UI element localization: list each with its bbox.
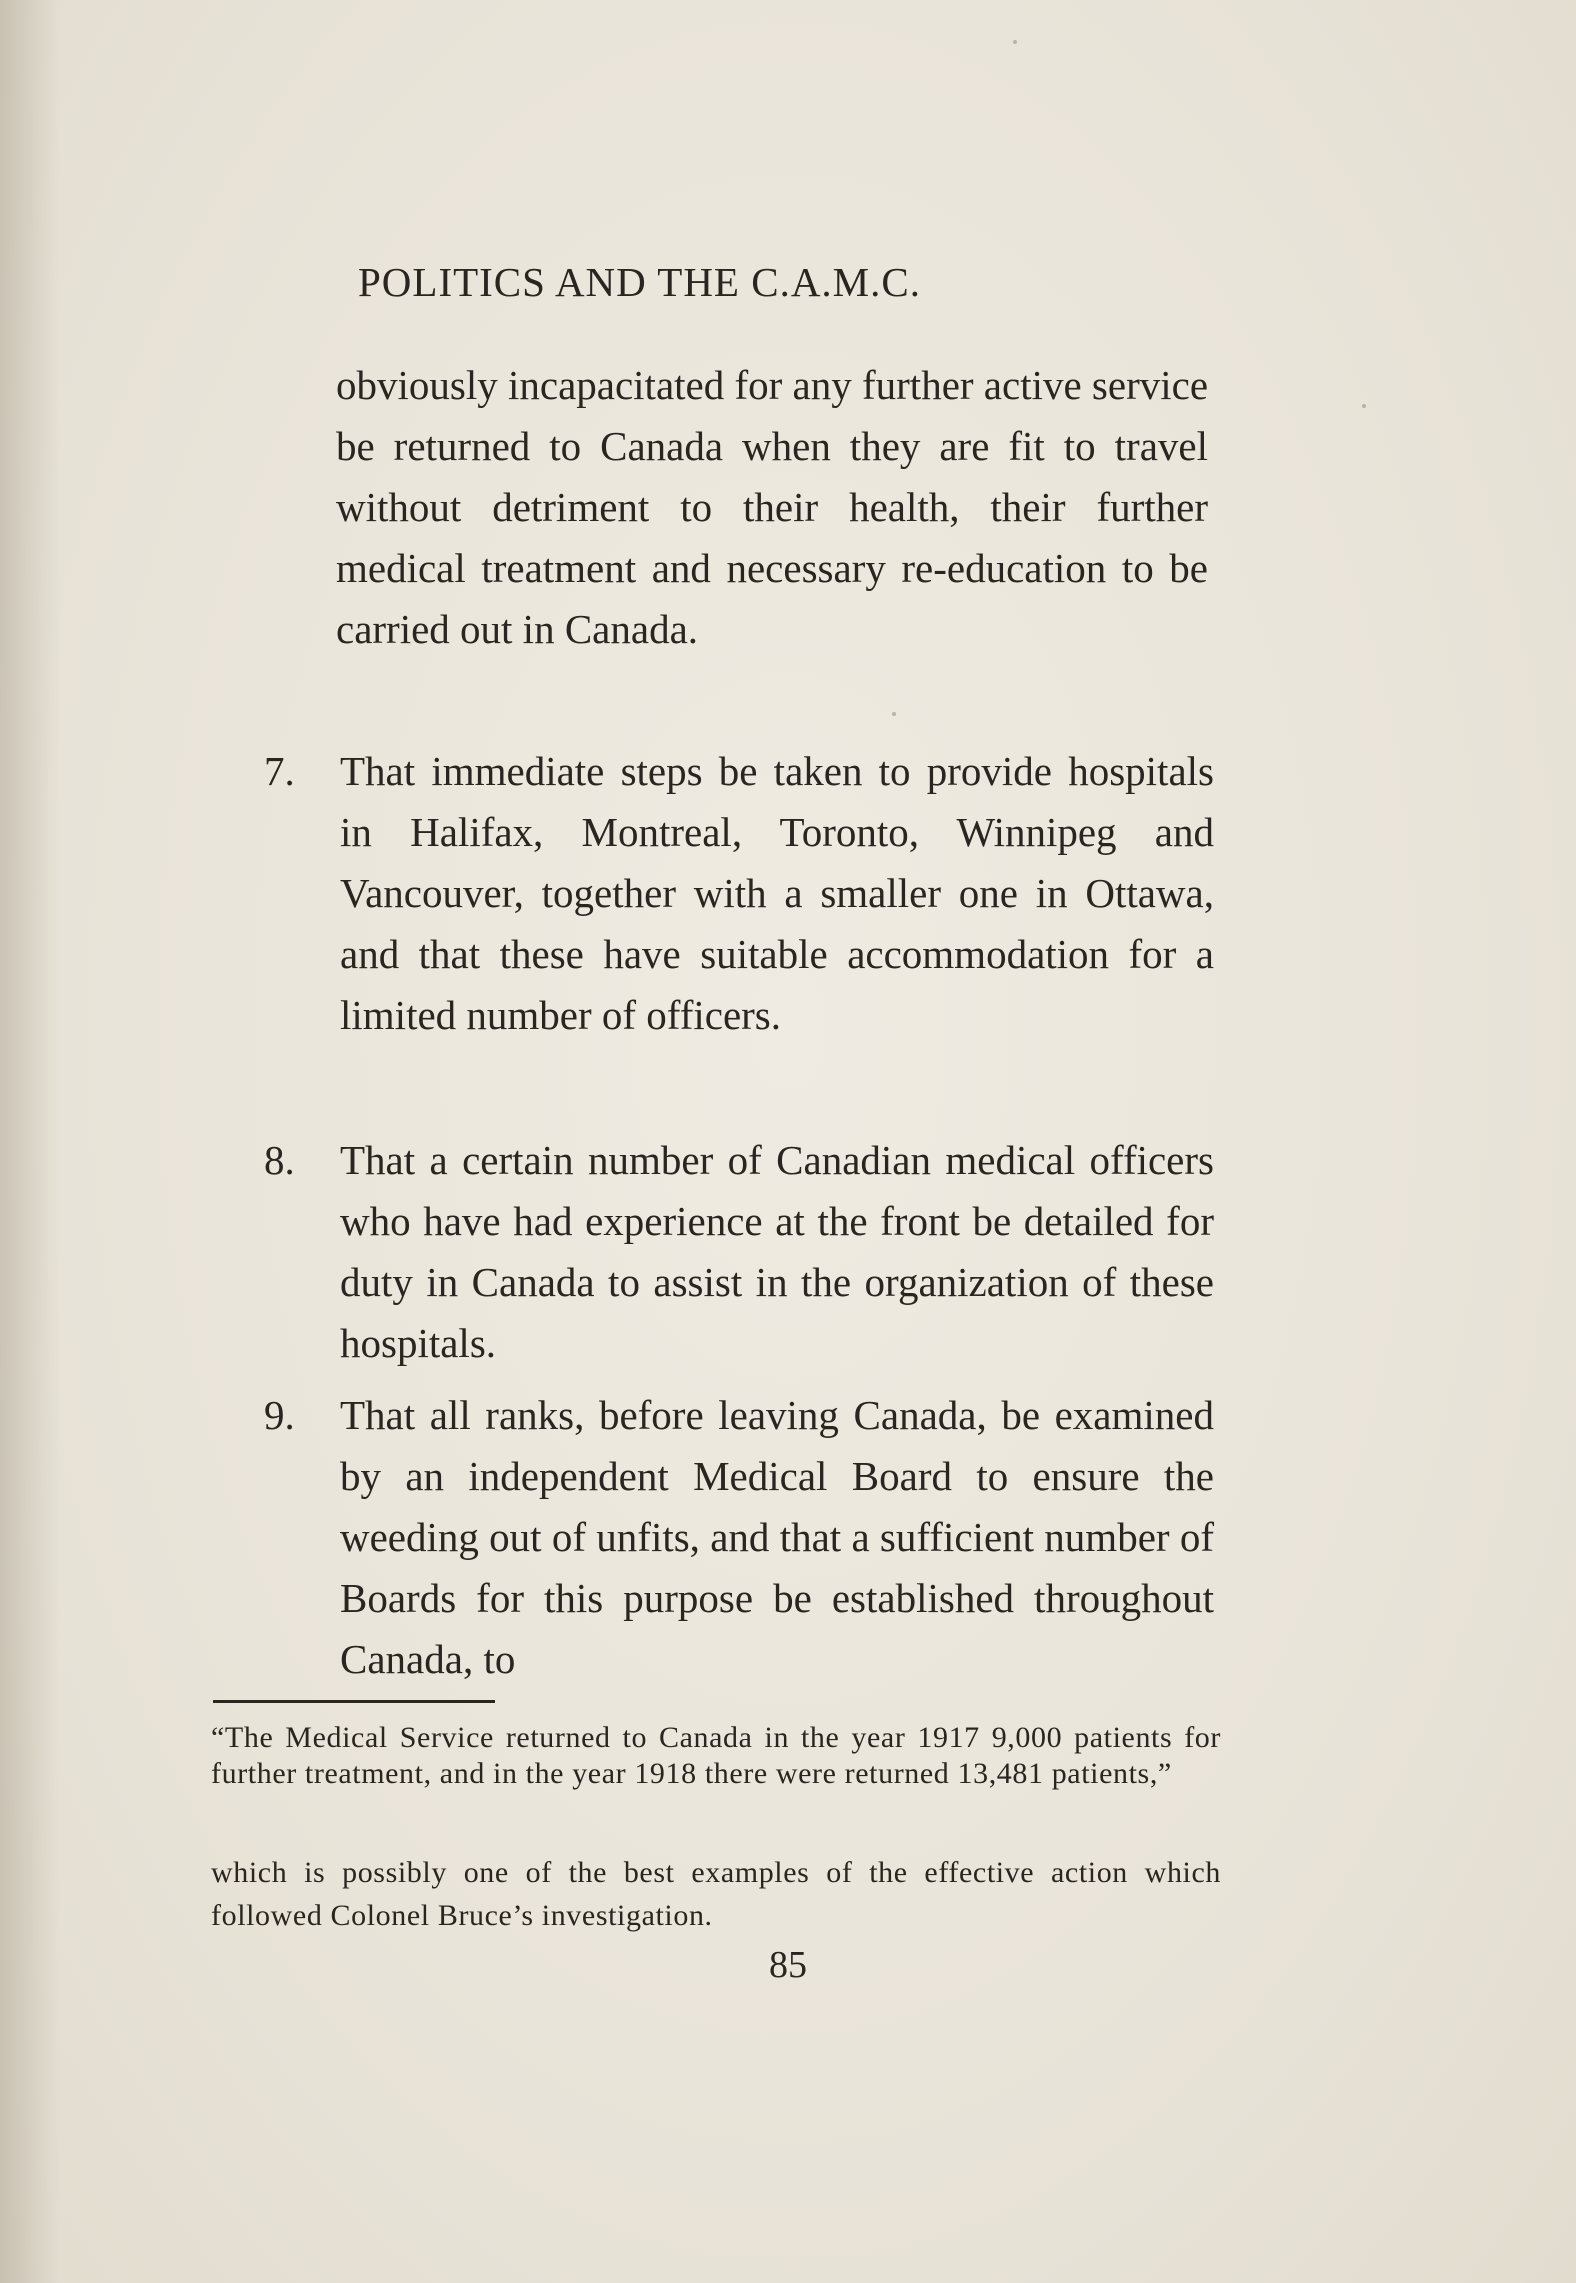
list-item-text: That immediate steps be taken to provide hospitals in Halifax, Montreal, Toronto, Winnipeg and Vancouver, together with a smaller one in Ottawa, and that these have suitable accommodation for a limited number of officers. xyxy=(340,748,1214,1038)
paper-speck xyxy=(1013,40,1017,44)
list-item-number: 7. xyxy=(264,748,295,794)
list-item-text: That a certain number of Canadian medical officers who have had experience at the front be detailed for duty in Canada to assist in the organization of these hospitals. xyxy=(340,1137,1214,1366)
running-head: POLITICS AND THE C.A.M.C. xyxy=(358,259,921,305)
list-item xyxy=(264,1130,1214,1374)
page-number: 85 xyxy=(769,1944,807,1986)
list-item xyxy=(264,741,1214,1046)
footnote-rule xyxy=(213,1700,495,1703)
list-item xyxy=(264,1385,1214,1690)
gutter-shadow xyxy=(0,0,60,2283)
continued-paragraph: obviously incapacitated for any further active service be returned to Canada when they are fit to travel without detriment to their health, their further medical treatment and necessary re-education to be carried out in Canada. xyxy=(336,362,1209,652)
list-item-number: 8. xyxy=(264,1137,295,1183)
paper-speck xyxy=(892,712,896,716)
paper-speck xyxy=(1362,404,1366,408)
footnote-quote: “The Medical Service returned to Canada in the year 1917 9,000 patients for further treatment, and in the year 1918 there were returned 13,481 patients,” xyxy=(211,1721,1221,1790)
footnote-note: which is possibly one of the best examples of the effective action which followed Colonel Bruce’s investigation. xyxy=(211,1856,1221,1932)
list-item-text: That all ranks, before leaving Canada, be examined by an independent Medical Board to ensure the weeding out of unfits, and that a sufficient number of Boards for this purpose be established throughout Canada, to xyxy=(340,1392,1214,1682)
list-item-number: 9. xyxy=(264,1392,295,1438)
